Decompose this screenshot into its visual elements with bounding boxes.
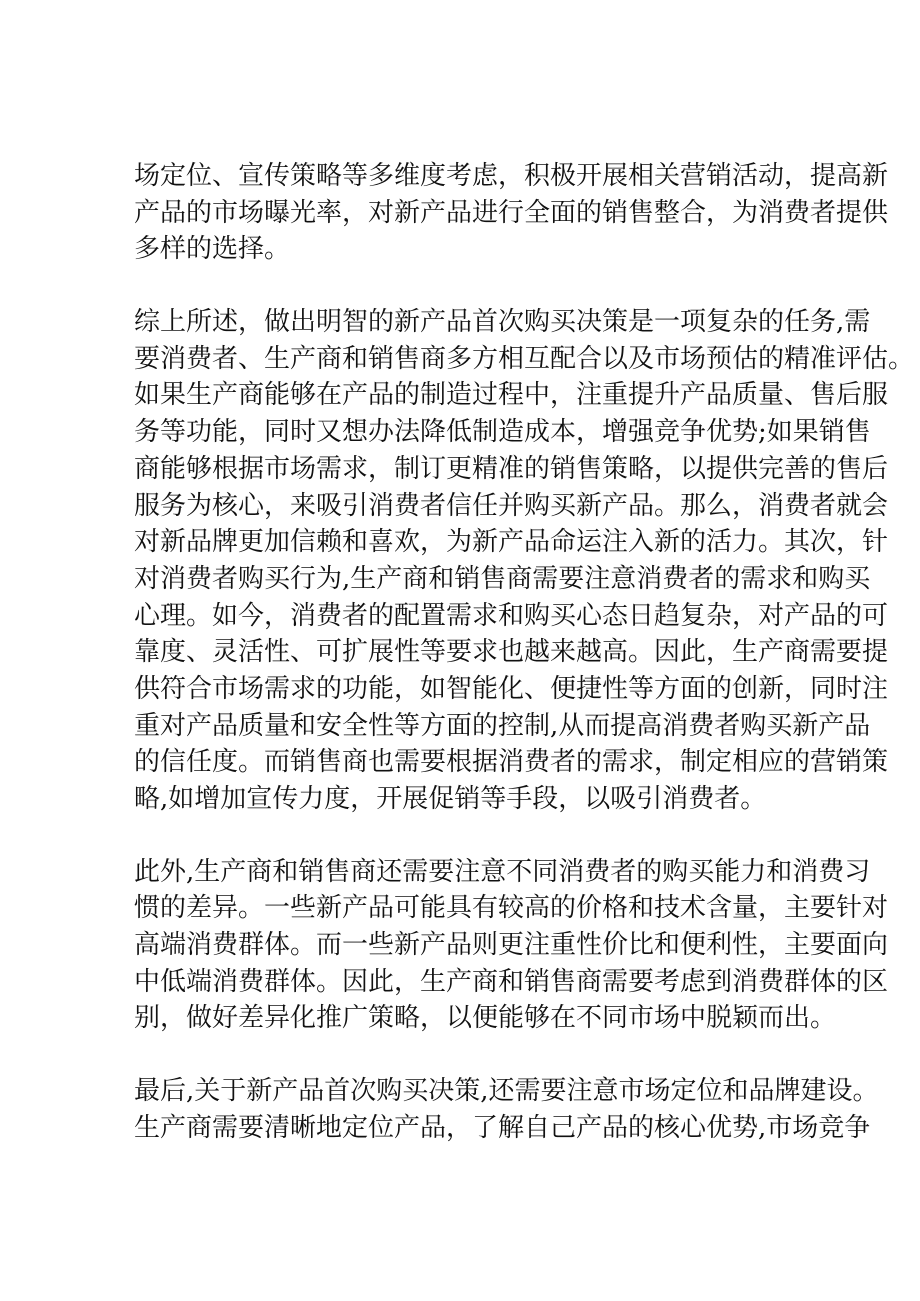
text-line: 生产商需要清晰地定位产品，了解自己产品的核心优势,市场竞争 [134, 1112, 871, 1143]
text-line: 此外,生产商和销售商还需要注意不同消费者的购买能力和消费习 [134, 856, 871, 887]
text-line: 对消费者购买行为,生产商和销售商需要注意消费者的需求和购买 [134, 563, 871, 594]
text-line: 多样的选择。 [134, 234, 291, 265]
text-line: 综上所述，做出明智的新产品首次购买决策是一项复杂的任务,需 [134, 307, 871, 338]
text-line: 中低端消费群体。因此，生产商和销售商需要考虑到消费群体的区 [134, 966, 889, 997]
text-line: 最后,关于新产品首次购买决策,还需要注意市场定位和品牌建设。 [134, 1076, 879, 1107]
text-line: 供符合市场需求的功能，如智能化、便捷性等方面的创新，同时注 [134, 673, 889, 704]
paragraph-4 [134, 1073, 879, 1146]
text-line: 如果生产商能够在产品的制造过程中，注重提升产品质量、售后服 [134, 380, 889, 411]
text-line: 心理。如今，消费者的配置需求和购买心态日趋复杂，对产品的可 [134, 600, 889, 631]
text-line: 商能够根据市场需求，制订更精准的销售策略，以提供完善的售后 [134, 453, 889, 484]
text-line: 要消费者、生产商和销售商多方相互配合以及市场预估的精准评估。 [134, 343, 915, 374]
text-line: 场定位、宣传策略等多维度考虑，积极开展相关营销活动，提高新 [134, 161, 889, 191]
text-line: 别，做好差异化推广策略，以便能够在不同市场中脱颖而出。 [134, 1003, 837, 1034]
text-line: 对新品牌更加信赖和喜欢，为新产品命运注入新的活力。其次，针 [134, 527, 889, 558]
paragraph-3 [134, 854, 889, 1037]
document-body [134, 158, 915, 1183]
paragraph-1 [134, 158, 889, 268]
paragraph-2 [134, 304, 915, 818]
text-line: 重对产品质量和安全性等方面的控制,从而提高消费者购买新产品 [134, 710, 871, 741]
text-line: 服务为核心，来吸引消费者信任并购买新产品。那么，消费者就会 [134, 490, 889, 521]
text-line: 靠度、灵活性、可扩展性等要求也越来越高。因此，生产商需要提 [134, 637, 889, 668]
text-line: 的信任度。而销售商也需要根据消费者的需求，制定相应的营销策 [134, 747, 889, 778]
text-line: 高端消费群体。而一些新产品则更注重性价比和便利性，主要面向 [134, 930, 889, 961]
text-line: 产品的市场曝光率，对新产品进行全面的销售整合，为消费者提供 [134, 197, 889, 228]
text-line: 惯的差异。一些新产品可能具有较高的价格和技术含量，主要针对 [134, 893, 889, 924]
text-line: 务等功能，同时又想办法降低制造成本，增强竞争优势;如果销售 [134, 417, 871, 448]
text-line: 略,如增加宣传力度，开展促销等手段，以吸引消费者。 [134, 784, 767, 814]
